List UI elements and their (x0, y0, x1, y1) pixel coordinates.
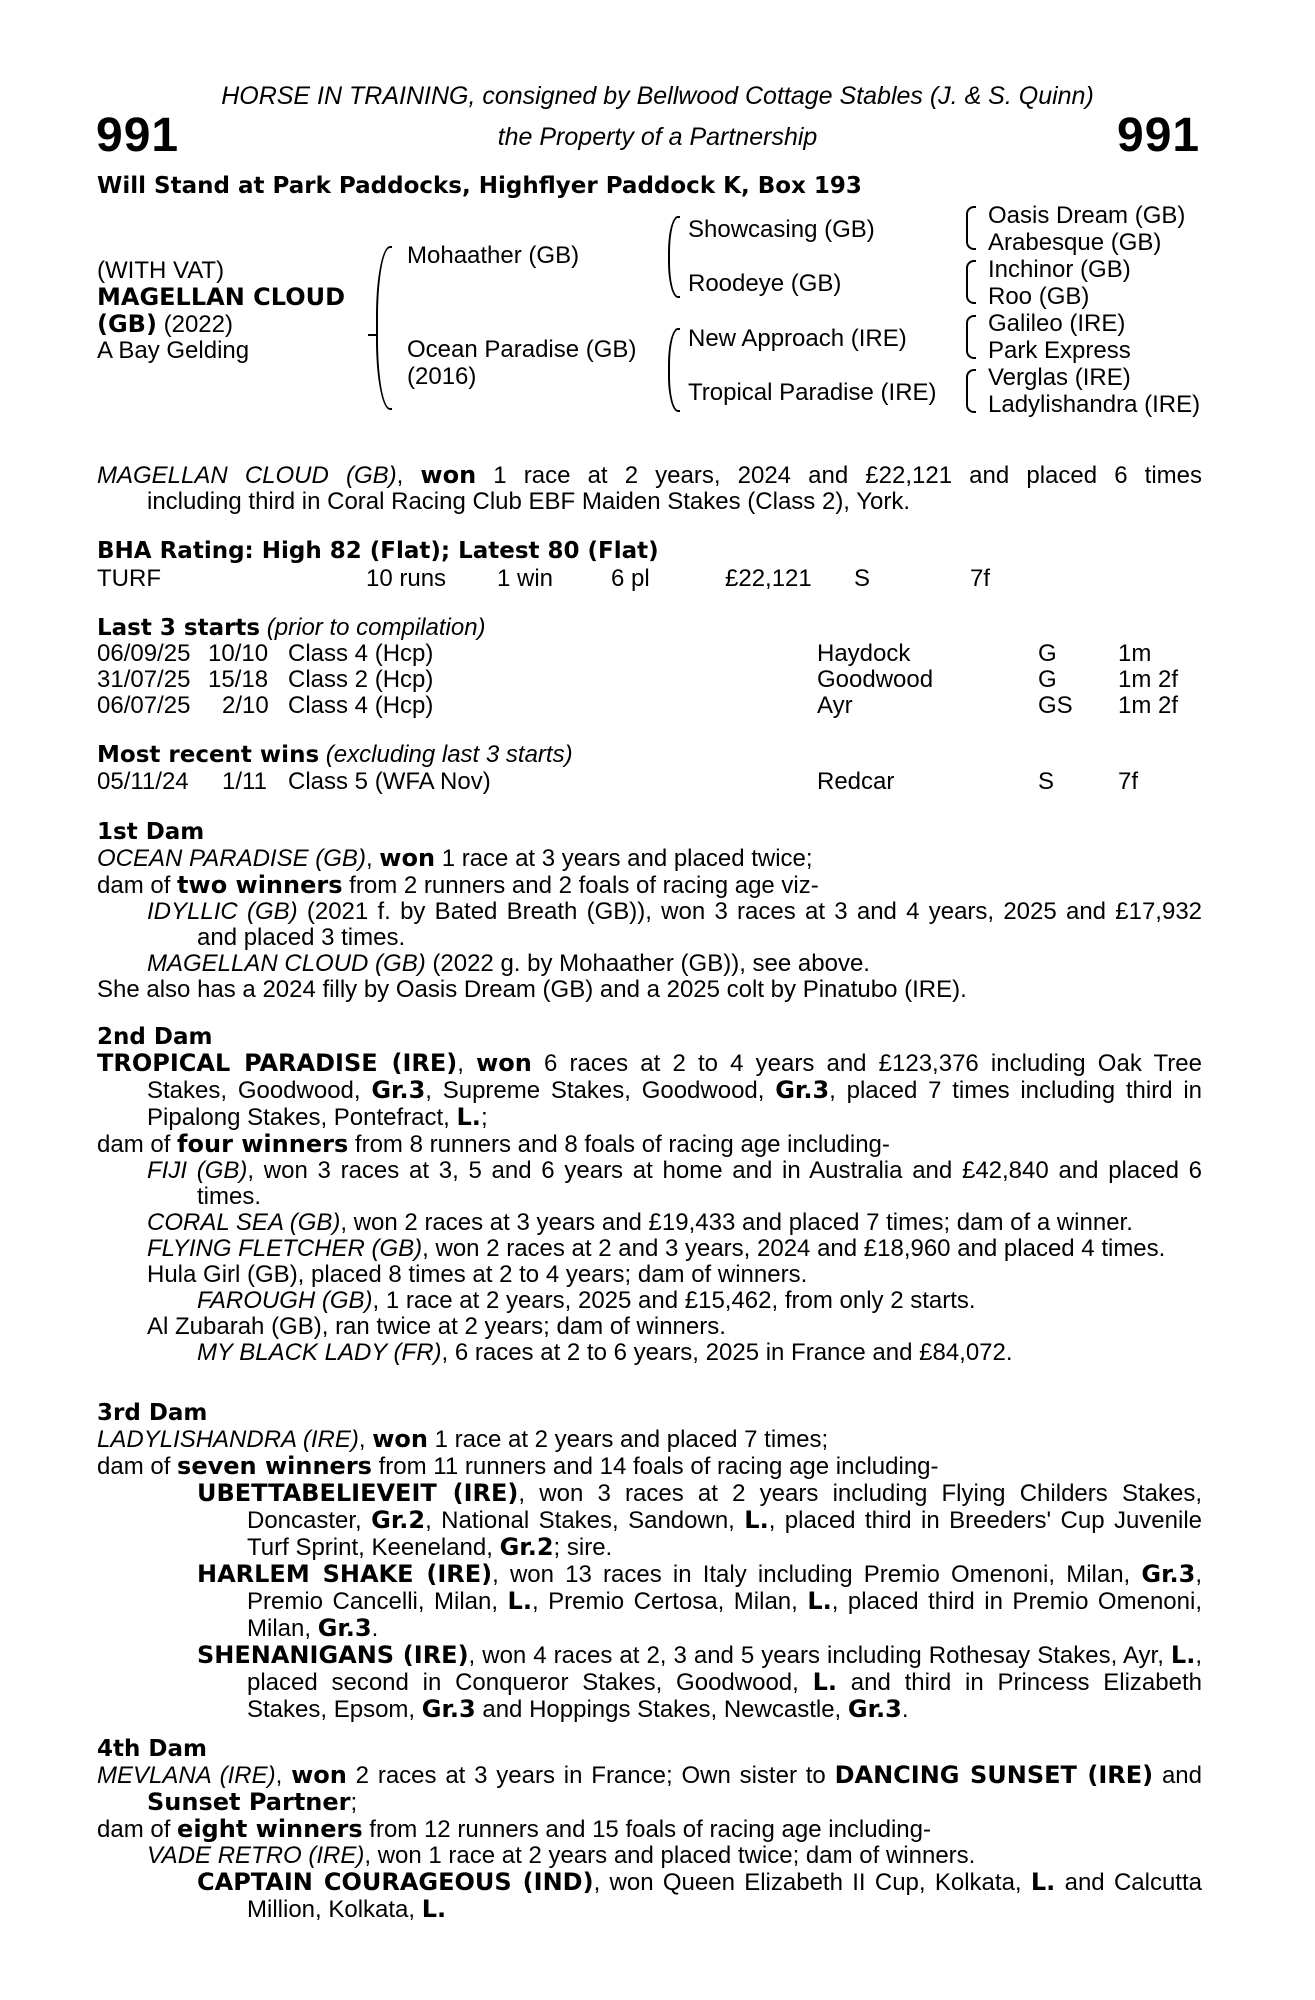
g3-brace-1 (966, 206, 976, 250)
second-dam-heading: 2nd Dam (97, 1024, 213, 1050)
ancestor-6: Park Express (988, 337, 1131, 364)
dam: Ocean Paradise (GB) (407, 336, 637, 363)
third-dam-heading: 3rd Dam (97, 1400, 208, 1426)
first-dam-heading: 1st Dam (97, 819, 205, 845)
wins: 1 win (497, 565, 554, 592)
fourth-dam-heading: 4th Dam (97, 1736, 207, 1762)
dam-year: (2016) (407, 363, 477, 390)
lot-number-left: 991 (96, 109, 180, 162)
ancestor-1: Oasis Dream (GB) (988, 202, 1186, 229)
prize-money: £22,121 (725, 565, 812, 592)
sire-brace-top (668, 216, 680, 258)
surface: TURF (97, 565, 161, 592)
sire-dam: Roodeye (GB) (688, 270, 842, 297)
g3-brace-3 (966, 315, 976, 359)
catalogue-page: HORSE IN TRAINING, consigned by Bellwood Cottage Stables (J. & S. Quinn) the Property of a Partnership 991 991 Will Stand at Park Paddocks, Highflyer Paddock K, Box 193 (WITH VAT) MAGELLAN CLOUD (GB) (2022) A Bay Gelding Mohaather (GB) Ocean Paradise (GB) (2016) Showcasing (GB) Roodeye (GB) New Approach (IRE) Tropical Paradise (IRE) Oasis Dream (GB) Arabesque (GB) Inchinor (GB) Roo (GB) Galileo (IRE) Park Express Verglas (IRE) Ladylishandra (IRE) MAGELLAN CLOUD (GB), won 1 race at 2 years, 2024 and £22,121 and placed 6 times including third in Coral Racing Club EBF Maiden Stakes (Class 2), York. BHA Rating: High 82 (Flat); Latest 80 (Flat) TURF 10 runs 1 win 6 pl £22,121 S 7f Last 3 starts (prior to compilation) 06/09/25 10/10 Class 4 (Hcp) Haydock G 1m 31/07/25 15/18 Class 2 (Hcp) Goodwood G 1m 2f 06/07/25 2/10 Class 4 (Hcp) Ayr GS 1m 2f Most recent wins (excluding last 3 starts) 05/11/24 1/11 Class 5 (WFA Nov) Redcar S 7f 1st Dam OCEAN PARADISE (GB), won 1 race at 3 years and placed twice; dam of two winners from 2 runners and 2 foals of racing age viz- IDYLLIC (GB) (2021 f. by Bated Breath (GB)), won 3 races at 3 and 4 years, 2025 and £17,932 and placed 3 times. MAGELLAN CLOUD (GB) (2022 g. by Mohaather (GB)), see above. She also has a 2024 filly by Oasis Dream (GB) and a 2025 colt by Pinatubo (IRE). 2nd Dam TROPICAL PARADISE (IRE), won 6 races at 2 to 4 years and £123,376 including Oak Tree Stakes, Goodwood, Gr.3, Supreme Stakes, Goodwood, Gr.3, placed 7 times including third in Pipalong Stakes, Pontefract, L.; dam of four winners from 8 runners and 8 foals of racing age including- FIJI (GB), won 3 races at 3, 5 and 6 years at home and in Australia and £42,840 and placed 6 times. CORAL SEA (GB), won 2 races at 3 years and £19,433 and placed 7 times; dam of a winner. FLYING FLETCHER (GB), won 2 races at 2 and 3 years, 2024 and £18,960 and placed 4 times. Hula Girl (GB), placed 8 times at 2 to 4 years; dam of winners. FAROUGH (GB), 1 race at 2 years, 2025 and £15,462, from only 2 starts. Al Zubarah (GB), ran twice at 2 years; dam of winners. MY BLACK LADY (FR), 6 races at 2 to 6 years, 2025 in France and £84,072. 3rd Dam LADYLISHANDRA (IRE), won 1 race at 2 years and placed 7 times; dam of seven winners from 11 runners and 14 foals of racing age including- UBETTABELIEVEIT (IRE), won 3 races at 2 years including Flying Childers Stakes, Doncaster, Gr.2, National Stakes, Sandown, L., placed third in Breeders' Cup Juvenile Turf Sprint, Keeneland, Gr.2; sire. HARLEM SHAKE (IRE), won 13 races in Italy including Premio Omenoni, Milan, Gr.3, Premio Cancelli, Milan, L., Premio Certosa, Milan, L., placed third in Premio Omenoni, Milan, Gr.3. SHENANIGANS (IRE), won 4 races at 2, 3 and 5 years including Rothesay Stakes, Ayr, L., placed second in Conqueror Stakes, Goodwood, L. and third in Princess Elizabeth Stakes, Epsom, Gr.3 and Hoppings Stakes, Newcastle, Gr.3. 4th Dam MEVLANA (IRE), won 2 races at 3 years in France; Own sister to DANCING SUNSET (IRE) and Sunset Partner; dam of eight winners from 12 runners and 15 foals of racing age including- VADE RETRO (IRE), won 1 race at 2 years and placed twice; dam of winners. CAPTAIN COURAGEOUS (IND), won Queen Elizabeth II Cup, Kolkata, L. and Calcutta Million, Kolkata, L. (0, 0, 1315, 2000)
second-dam-section: 2nd Dam TROPICAL PARADISE (IRE), won 6 races at 2 to 4 years and £123,376 including Oak Tree Stakes, Goodwood, Gr.3, Supreme Stakes, Goodwood, Gr.3, placed 7 times including third in Pipalong Stakes, Pontefract, L.; dam of four winners from 8 runners and 8 foals of racing age including- FIJI (GB), won 3 races at 3, 5 and 6 years at home and in Australia and £42,840 and placed 6 times. CORAL SEA (GB), won 2 races at 3 years and £19,433 and placed 7 times; dam of a winner. FLYING FLETCHER (GB), won 2 races at 2 and 3 years, 2024 and £18,960 and placed 4 times. Hula Girl (GB), placed 8 times at 2 to 4 years; dam of winners. FAROUGH (GB), 1 race at 2 years, 2025 and £15,462, from only 2 starts. Al Zubarah (GB), ran twice at 2 years; dam of winners. MY BLACK LADY (FR), 6 races at 2 to 6 years, 2025 in France and £84,072. (97, 1024, 1203, 1366)
pedigree-brace-main-top (376, 246, 392, 336)
going: S (854, 565, 871, 592)
pedigree-brace-main-bottom (376, 334, 392, 410)
sire: Mohaather (GB) (407, 242, 580, 269)
dam-dam: Tropical Paradise (IRE) (688, 379, 937, 406)
runs: 10 runs (366, 565, 447, 592)
ancestor-2: Arabesque (GB) (988, 229, 1162, 256)
sire-brace-bottom (668, 256, 680, 298)
placed: 6 pl (611, 565, 650, 592)
g3-brace-2 (966, 260, 976, 304)
pedigree-brace-main-point (368, 334, 376, 336)
race-summary: MAGELLAN CLOUD (GB), won 1 race at 2 years, 2024 and £22,121 and placed 6 times including third in Coral Racing Club EBF Maiden Stakes (Class 2), York. (97, 461, 1202, 515)
g3-brace-4 (966, 369, 976, 413)
ancestor-4: Roo (GB) (988, 283, 1090, 310)
stand-location: Will Stand at Park Paddocks, Highflyer Paddock K, Box 193 (97, 173, 862, 199)
horse-origin-year: (GB) (2022) (97, 310, 233, 338)
sire-sire: Showcasing (GB) (688, 216, 875, 243)
last3-heading: Last 3 starts (prior to compilation) (97, 614, 486, 641)
dam-sire: New Approach (IRE) (688, 325, 907, 352)
dam-brace-top (668, 328, 680, 372)
first-dam-section: 1st Dam OCEAN PARADISE (GB), won 1 race at 3 years and placed twice; dam of two winners from 2 runners and 2 foals of racing age viz- IDYLLIC (GB) (2021 f. by Bated Breath (GB)), won 3 races at 3 and 4 years, 2025 and £17,932 and placed 3 times. MAGELLAN CLOUD (GB) (2022 g. by Mohaather (GB)), see above. She also has a 2024 filly by Oasis Dream (GB) and a 2025 colt by Pinatubo (IRE). (97, 819, 1203, 1003)
horse-name: MAGELLAN CLOUD (97, 283, 346, 311)
ancestor-7: Verglas (IRE) (988, 364, 1131, 391)
third-dam-section: 3rd Dam LADYLISHANDRA (IRE), won 1 race at 2 years and placed 7 times; dam of seven winners from 11 runners and 14 foals of racing age including- UBETTABELIEVEIT (IRE), won 3 races at 2 years including Flying Childers Stakes, Doncaster, Gr.2, National Stakes, Sandown, L., placed third in Breeders' Cup Juvenile Turf Sprint, Keeneland, Gr.2; sire. HARLEM SHAKE (IRE), won 13 races in Italy including Premio Omenoni, Milan, Gr.3, Premio Cancelli, Milan, L., Premio Certosa, Milan, L., placed third in Premio Omenoni, Milan, Gr.3. SHENANIGANS (IRE), won 4 races at 2, 3 and 5 years including Rothesay Stakes, Ayr, L., placed second in Conqueror Stakes, Goodwood, L. and third in Princess Elizabeth Stakes, Epsom, Gr.3 and Hoppings Stakes, Newcastle, Gr.3. (97, 1400, 1203, 1723)
bha-rating: BHA Rating: High 82 (Flat); Latest 80 (Flat) (97, 538, 659, 564)
consignor-line: HORSE IN TRAINING, consigned by Bellwood Cottage Stables (J. & S. Quinn) (221, 82, 1094, 110)
lot-number-right: 991 (1117, 109, 1201, 162)
recent-wins-heading: Most recent wins (excluding last 3 starts) (97, 741, 573, 768)
dam-brace-bottom (668, 370, 680, 412)
owner-line: the Property of a Partnership (497, 123, 818, 151)
fourth-dam-section: 4th Dam MEVLANA (IRE), won 2 races at 3 years in France; Own sister to DANCING SUNSET (IRE) and Sunset Partner; dam of eight winners from 12 runners and 15 foals of racing age including- VADE RETRO (IRE), won 1 race at 2 years and placed twice; dam of winners. CAPTAIN COURAGEOUS (IND), won Queen Elizabeth II Cup, Kolkata, L. and Calcutta Million, Kolkata, L. (97, 1736, 1202, 1923)
ancestor-8: Ladylishandra (IRE) (988, 391, 1201, 418)
horse-description: A Bay Gelding (97, 337, 250, 364)
distance: 7f (970, 565, 991, 592)
ancestor-3: Inchinor (GB) (988, 256, 1131, 283)
ancestor-5: Galileo (IRE) (988, 310, 1126, 337)
vat-note: (WITH VAT) (97, 257, 225, 284)
